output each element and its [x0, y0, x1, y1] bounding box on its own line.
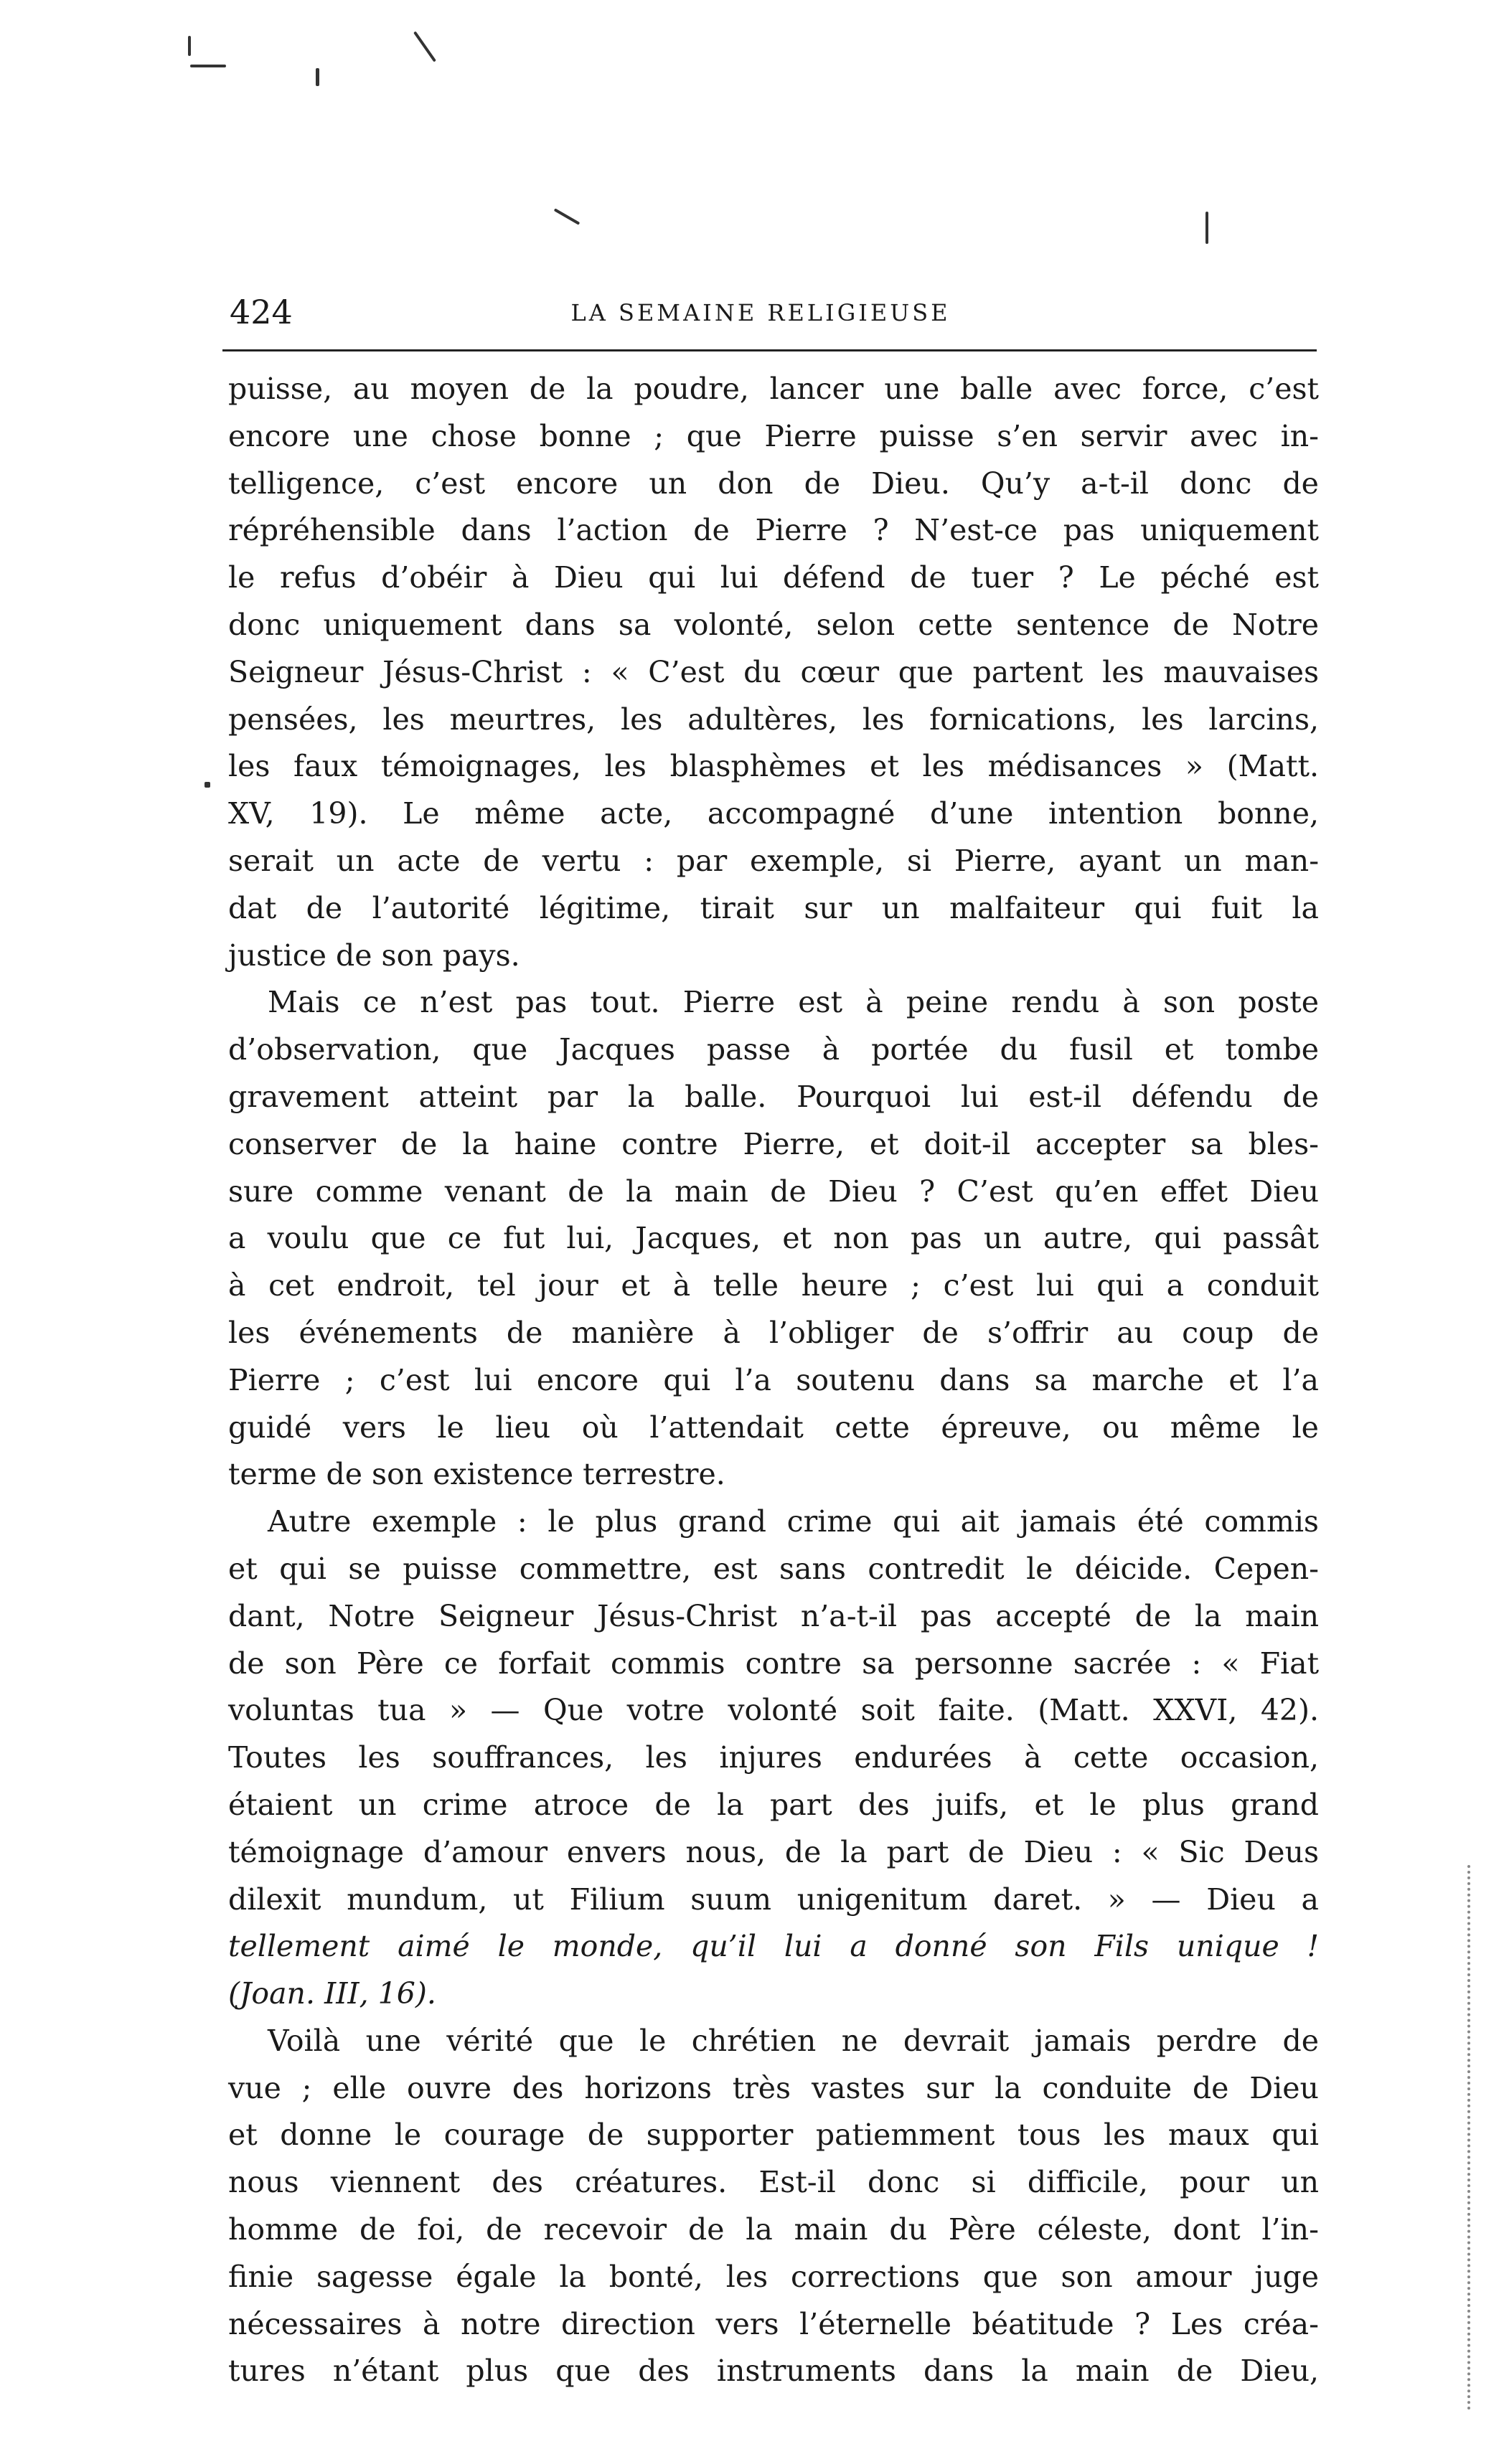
text-line: pensées, les meurtres, les adultères, les fornications, les larcins,	[228, 702, 1320, 737]
text-line: Seigneur Jésus-Christ : « C’est du cœur que partent les mauvaises	[228, 654, 1320, 689]
text-line: finie sagesse égale la bonté, les corrections que son amour juge	[228, 2259, 1319, 2294]
text-line: nécessaires à notre direction vers l’éternelle béatitude ? Les créa-	[228, 2306, 1319, 2341]
ink-speck	[205, 782, 210, 788]
article-body	[228, 366, 1319, 2395]
text-line: dant, Notre Seigneur Jésus-Christ n’a-t-il pas accepté de la main	[228, 1598, 1319, 1633]
text-line: dat de l’autorité légitime, tirait sur un malfaiteur qui fuit la	[228, 890, 1319, 925]
text-line: sure comme venant de la main de Dieu ? C’est qu’en effet Dieu	[228, 1174, 1319, 1209]
header-rule	[222, 349, 1317, 351]
text-line: et donne le courage de supporter patiemment tous les maux qui	[228, 2118, 1320, 2153]
text-line: le refus d’obéir à Dieu qui lui défend de tuer ? Le péché est	[228, 560, 1320, 595]
text-line: voluntas tua » — Que votre volonté soit faite. (Matt. XXVI, 42).	[228, 1693, 1320, 1728]
text-line: puisse, au moyen de la poudre, lancer une balle avec force, c’est	[228, 372, 1320, 406]
paragraph-start-line: Mais ce n’est pas tout. Pierre est à peine rendu à son poste	[268, 985, 1320, 1020]
text-line: les événements de manière à l’obliger de s’offrir au coup de	[228, 1315, 1319, 1350]
ink-speck	[188, 36, 191, 56]
running-title: LA SEMAINE RELIGIEUSE	[570, 299, 951, 326]
ink-speck	[1205, 212, 1208, 244]
text-line: tures n’étant plus que des instruments dans la main de Dieu,	[228, 2354, 1320, 2389]
ink-speck	[554, 208, 581, 225]
text-line: Toutes les souffrances, les injures endurées à cette occasion,	[228, 1740, 1320, 1775]
text-line: vue ; elle ouvre des horizons très vastes sur la conduite de Dieu	[228, 2070, 1319, 2105]
ink-speck	[190, 65, 226, 67]
text-line: justice de son pays.	[228, 938, 520, 973]
ink-speck	[413, 31, 436, 62]
paragraph-start-line: Voilà une vérité que le chrétien ne devrait jamais perdre de	[268, 2023, 1319, 2058]
text-line: étaient un crime atroce de la part des juifs, et le plus grand	[228, 1787, 1320, 1822]
text-line: de son Père ce forfait commis contre sa personne sacrée : « Fiat	[228, 1646, 1320, 1681]
text-line: les faux témoignages, les blasphèmes et les médisances » (Matt.	[228, 749, 1320, 784]
text-line: et qui se puisse commettre, est sans contredit le déicide. Cepen-	[228, 1551, 1320, 1586]
text-line-italic: tellement aimé le monde, qu’il lui a donné son Fils unique !	[228, 1929, 1320, 1964]
text-line-italic: (Joan. III, 16).	[228, 1976, 436, 2011]
text-line: guidé vers le lieu où l’attendait cette épreuve, ou même le	[228, 1410, 1319, 1445]
text-line: homme de foi, de recevoir de la main du Père céleste, dont l’in-	[228, 2212, 1319, 2247]
text-line: encore une chose bonne ; que Pierre puisse s’en servir avec in-	[228, 418, 1320, 453]
text-line: d’observation, que Jacques passe à portée du fusil et tombe	[228, 1032, 1319, 1067]
text-line: terme de son existence terrestre.	[228, 1457, 725, 1492]
scan-edge-dots	[1467, 1865, 1476, 2410]
text-line: conserver de la haine contre Pierre, et doit-il accepter sa bles-	[228, 1126, 1320, 1161]
text-line: serait un acte de vertu : par exemple, si Pierre, ayant un man-	[228, 843, 1320, 878]
text-line: a voulu que ce fut lui, Jacques, et non pas un autre, qui passât	[228, 1221, 1319, 1256]
paragraph-start-line: Autre exemple : le plus grand crime qui ait jamais été commis	[268, 1504, 1319, 1539]
text-line: répréhensible dans l’action de Pierre ? N’est-ce pas uniquement	[228, 513, 1320, 548]
running-header	[215, 291, 1306, 341]
ink-speck	[316, 68, 319, 86]
text-line: donc uniquement dans sa volonté, selon cette sentence de Notre	[228, 607, 1319, 642]
text-line: dilexit mundum, ut Filium suum unigenitum daret. » — Dieu a	[228, 1882, 1319, 1917]
text-line: XV, 19). Le même acte, accompagné d’une intention bonne,	[228, 796, 1319, 831]
text-line: gravement atteint par la balle. Pourquoi lui est-il défendu de	[228, 1079, 1320, 1114]
text-line: à cet endroit, tel jour et à telle heure ; c’est lui qui a conduit	[228, 1268, 1320, 1303]
text-line: témoignage d’amour envers nous, de la part de Dieu : « Sic Deus	[228, 1834, 1320, 1869]
text-line: telligence, c’est encore un don de Dieu. Qu’y a-t-il donc de	[228, 466, 1319, 501]
page-number: 424	[230, 293, 293, 331]
text-line: Pierre ; c’est lui encore qui l’a soutenu dans sa marche et l’a	[228, 1362, 1319, 1397]
text-line: nous viennent des créatures. Est-il donc si difficile, pour un	[228, 2165, 1320, 2200]
